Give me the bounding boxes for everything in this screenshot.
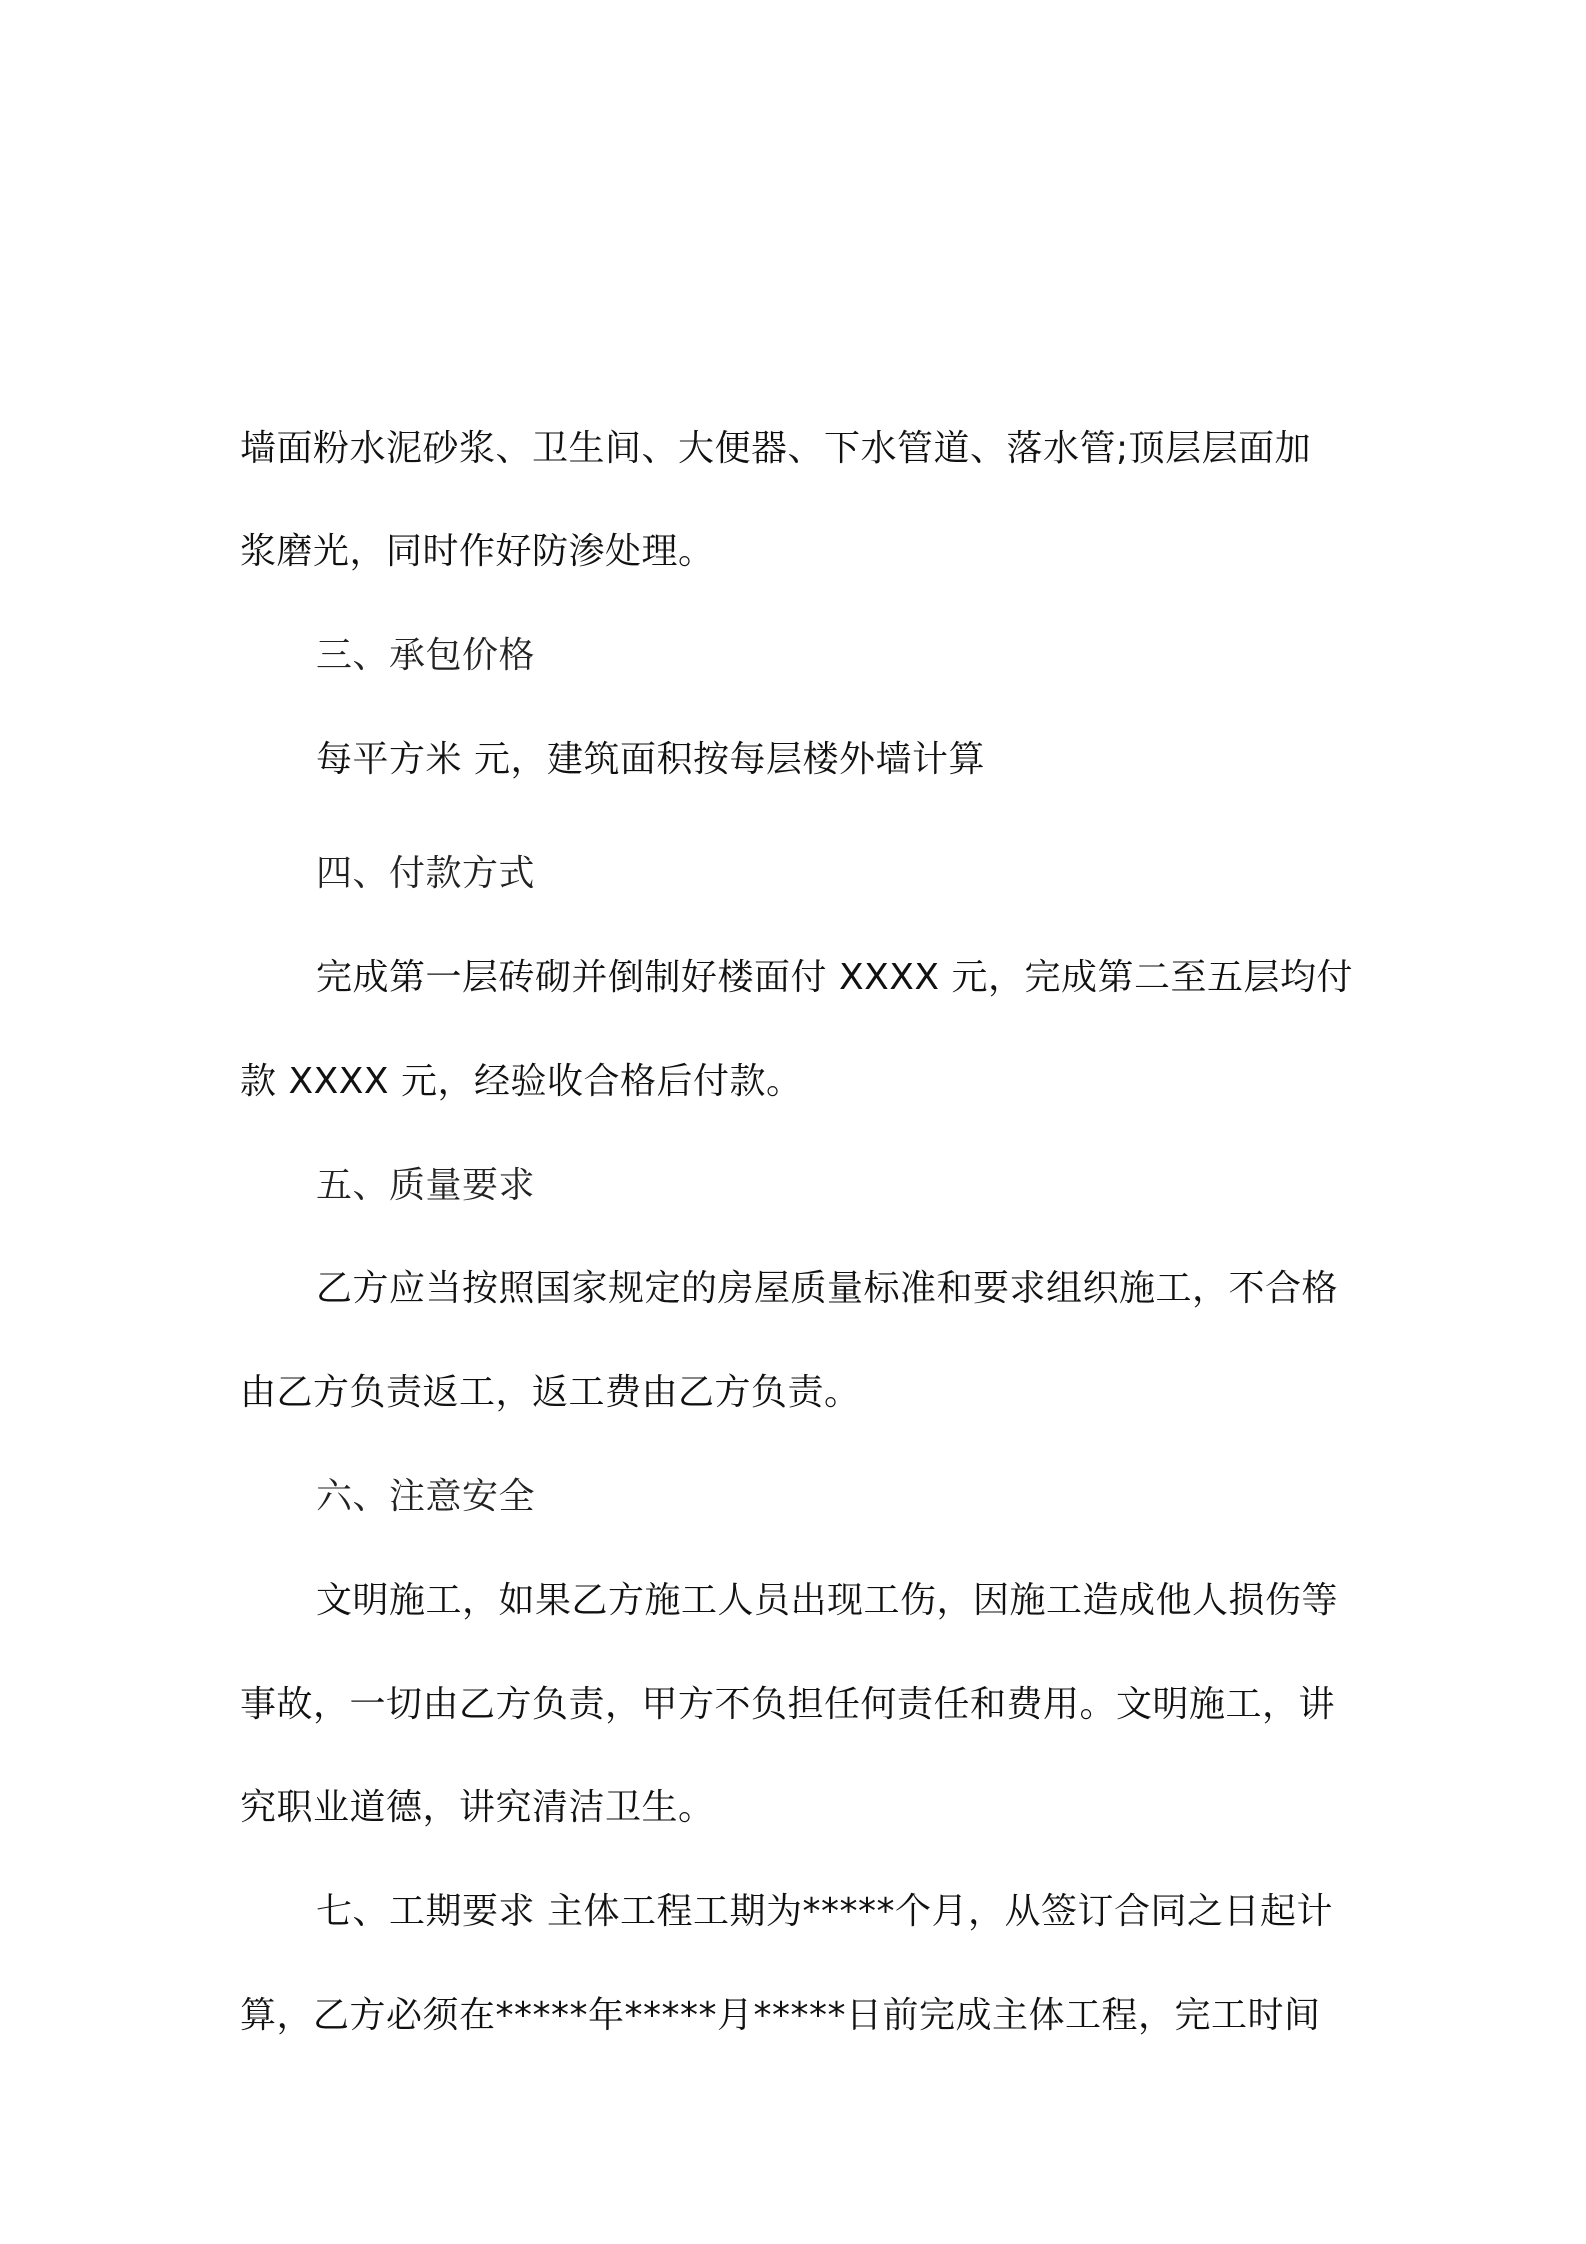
paragraph-line: 浆磨光，同时作好防渗处理。 <box>240 531 715 572</box>
paragraph-line: 算，乙方必须在*****年*****月*****日前完成主体工程，完工时间 <box>240 1995 1321 2036</box>
paragraph-line: 款 XXXX 元，经验收合格后付款。 <box>240 1061 803 1102</box>
paragraph-line: 究职业道德，讲究清洁卫生。 <box>240 1787 715 1828</box>
section-heading-quality: 五、质量要求 <box>316 1165 536 1206</box>
paragraph-line: 墙面粉水泥砂浆、卫生间、大便器、下水管道、落水管;顶层层面加 <box>240 428 1312 469</box>
section-heading-price: 三、承包价格 <box>316 635 536 676</box>
paragraph-line: 乙方应当按照国家规定的房屋质量标准和要求组织施工，不合格 <box>316 1268 1339 1309</box>
paragraph-line: 由乙方负责返工，返工费由乙方负责。 <box>240 1372 861 1413</box>
paragraph-line: 完成第一层砖砌并倒制好楼面付 XXXX 元，完成第二至五层均付 <box>316 957 1354 998</box>
paragraph-line: 每平方米 元，建筑面积按每层楼外墙计算 <box>316 739 985 780</box>
paragraph-line: 事故，一切由乙方负责，甲方不负担任何责任和费用。文明施工，讲 <box>240 1684 1336 1725</box>
paragraph-line: 文明施工，如果乙方施工人员出现工伤，因施工造成他人损伤等 <box>316 1580 1339 1621</box>
section-heading-payment: 四、付款方式 <box>316 853 536 894</box>
section-heading-safety: 六、注意安全 <box>316 1476 536 1517</box>
section-heading-schedule: 七、工期要求 主体工程工期为*****个月，从签订合同之日起计 <box>316 1891 1333 1932</box>
